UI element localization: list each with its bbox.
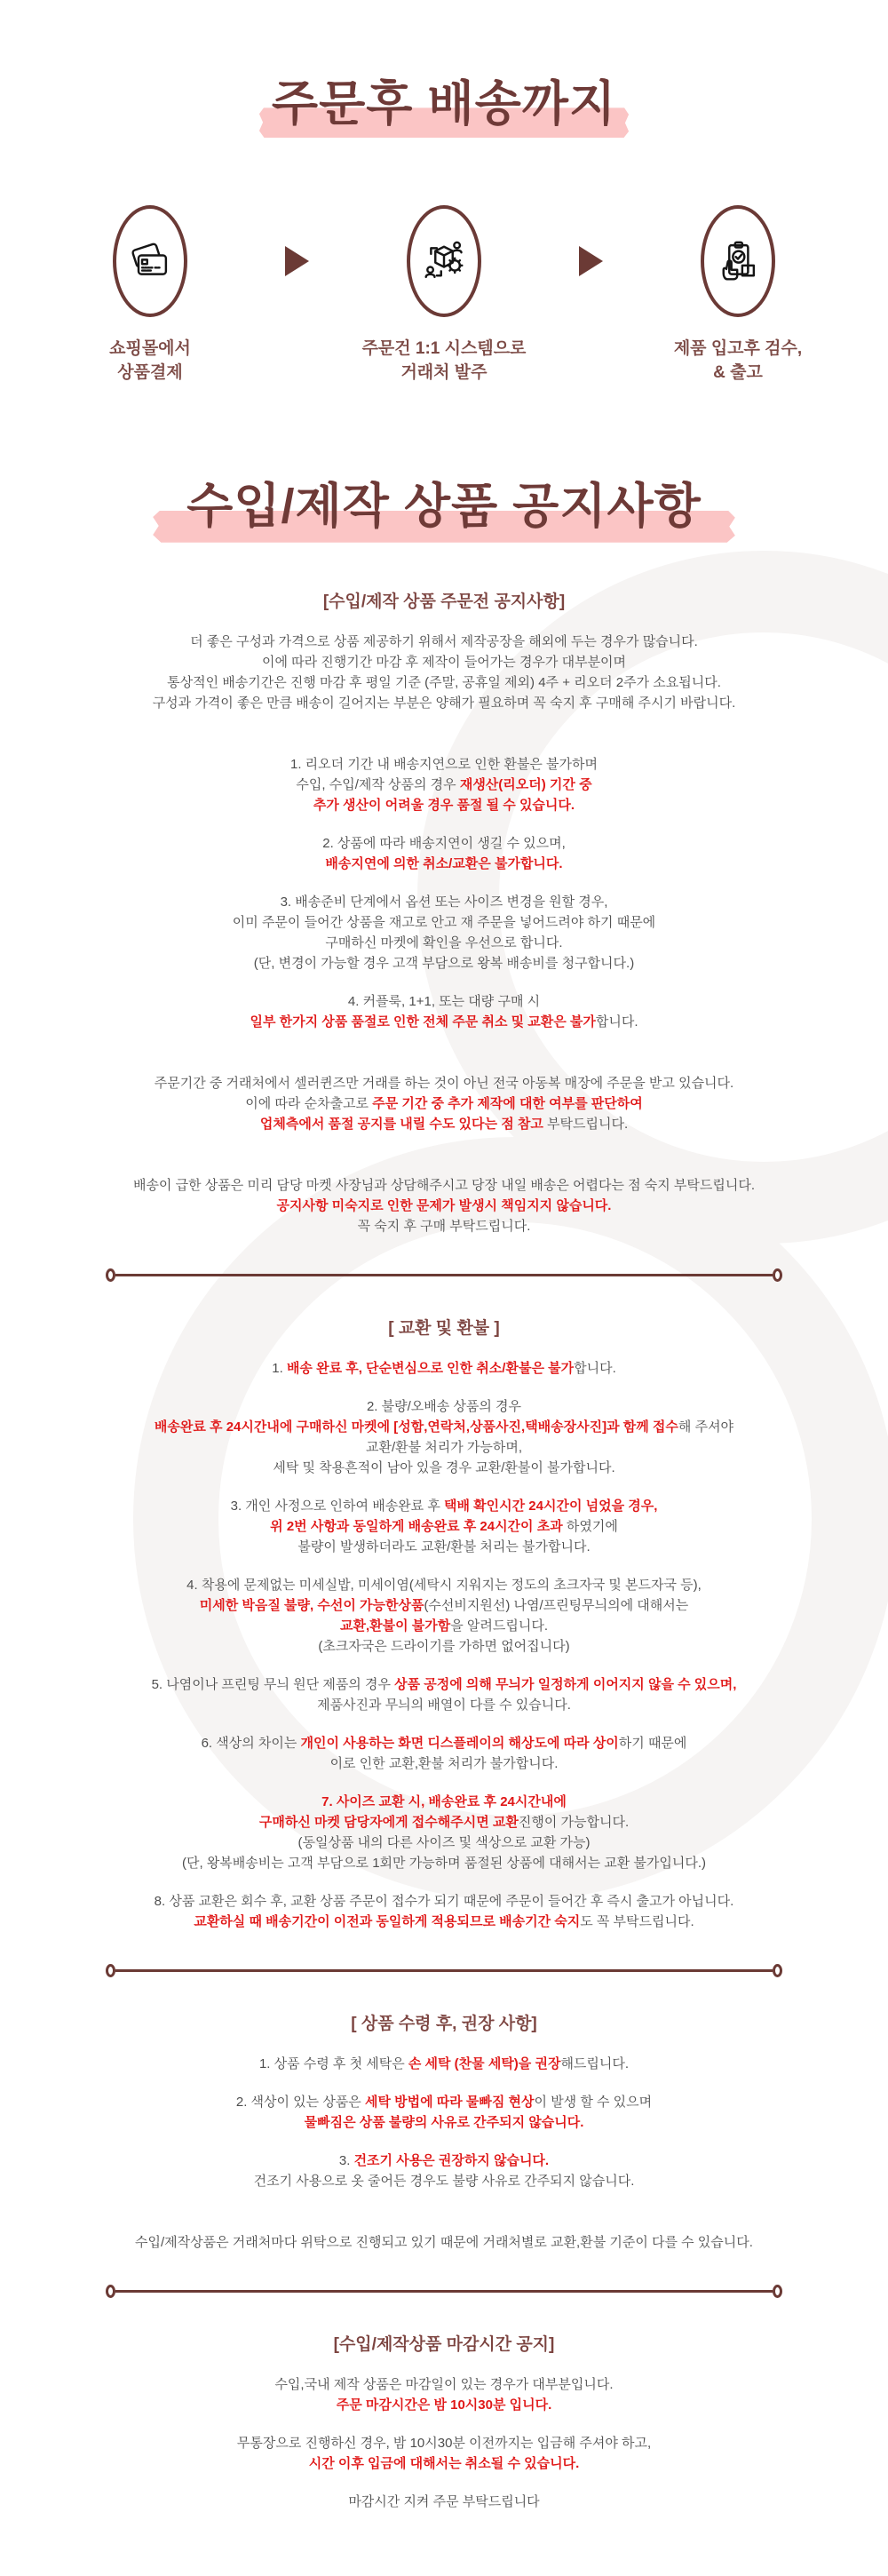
emphasis-text: 건조기 사용은 권장하지 않습니다.	[353, 2152, 550, 2168]
body-text: 구성과 가격이 좋은 만큼 배송이 길어지는 부분은 양해가 필요하며 꼭 숙지 후 구매해 주시기 바랍니다.	[152, 695, 736, 711]
body-text: 꼭 숙지 후 구매 부탁드립니다.	[357, 1218, 531, 1234]
emphasis-text: 주문 마감시간은 밤 10시30분 입니다.	[336, 2397, 552, 2413]
step-label-line: & 출고	[713, 363, 763, 383]
body-text: 하기 때문에	[618, 1735, 687, 1751]
body-text: 주문기간 중 거래처에서 셀러퀸즈만 거래를 하는 것이 아닌 전국 아동복 매장에 주문을 받고 있습니다.	[154, 1075, 734, 1091]
page-header	[0, 0, 888, 131]
text-line	[0, 2232, 888, 2253]
text-line	[0, 1853, 888, 1873]
section-heading: [ 교환 및 환불 ]	[388, 1318, 500, 1338]
body-text: 4. 착용에 문제없는 미세실밥, 미세이염(세탁시 지워지는 정도의 초크자국 및 본드자국 등),	[186, 1577, 702, 1593]
body-text: 4. 커플룩, 1+1, 또는 대량 구매 시	[347, 993, 541, 1009]
section-heading: [수입/제작상품 마감시간 공지]	[333, 2334, 555, 2354]
body-text: 3.	[338, 2152, 354, 2168]
emphasis-text: 택배 확인시간 24시간이 넘었을 경우,	[444, 1498, 658, 1514]
body-text: 1. 리오더 기간 내 배송지연으로 인한 환불은 불가하며	[290, 756, 598, 772]
text-line	[0, 2151, 888, 2171]
text-line	[0, 2092, 888, 2112]
text-line	[0, 2433, 888, 2453]
text-line	[0, 1595, 888, 1616]
text-line	[0, 1912, 888, 1932]
text-line	[0, 1833, 888, 1853]
emphasis-text: 상품 공정에 의해 무늬가 일정하게 이어지지 않을 수 있으며,	[394, 1676, 737, 1692]
body-text: (초크자국은 드라이기를 가하면 없어집니다)	[318, 1638, 570, 1654]
text-line	[0, 2374, 888, 2395]
body-text: (수선비지원선) 나염/프린팅무늬의에 대해서는	[424, 1597, 689, 1613]
text-line	[0, 1012, 888, 1032]
text-line	[0, 892, 888, 912]
text-line	[0, 1733, 888, 1753]
text-line	[0, 2054, 888, 2074]
page-title-text: 주문후 배송까지	[271, 77, 617, 131]
body-text: 세탁 및 착용흔적이 남아 있을 경우 교환/환불이 불가합니다.	[273, 1459, 615, 1475]
emphasis-text: 교환,환불이 불가함	[339, 1618, 451, 1634]
divider-ring-icon	[106, 1964, 115, 1977]
body-text: 마감시간 지켜 주문 부탁드립니다	[348, 2493, 540, 2509]
text-line	[0, 775, 888, 795]
emphasis-text: 물빠짐은 상품 불량의 사유로 간주되지 않습니다.	[304, 2114, 584, 2130]
notice-paragraph	[0, 1733, 888, 1774]
text-line	[0, 833, 888, 854]
body-text: 도 꼭 부탁드립니다.	[580, 1913, 694, 1929]
notice-paragraph	[0, 2054, 888, 2074]
text-line	[0, 854, 888, 874]
notice-paragraph	[0, 1358, 888, 1379]
notice-paragraph	[0, 632, 888, 713]
body-text: (동일상품 내의 다른 사이즈 및 색상으로 교환 가능)	[297, 1834, 591, 1850]
notice-paragraph	[0, 2092, 888, 2133]
text-line	[0, 1437, 888, 1458]
notice-paragraph	[0, 2492, 888, 2512]
notice-paragraph	[0, 2151, 888, 2191]
body-text: 이에 따라 진행기간 마감 후 제작이 들어가는 경우가 대부분이며	[261, 654, 627, 670]
process-step-order-system	[339, 205, 549, 385]
notice-paragraph	[0, 991, 888, 1032]
body-text: 3. 개인 사정으로 인하여 배송완료 후	[230, 1498, 444, 1514]
step-label	[362, 337, 527, 385]
notice-paragraph	[0, 2374, 888, 2415]
text-line	[0, 1093, 888, 1114]
divider-ring-icon	[106, 1268, 115, 1282]
emphasis-text: 시간 이후 입금에 대해서는 취소될 수 있습니다.	[308, 2455, 580, 2471]
body-text: 불량이 발생하더라도 교환/환불 처리는 불가합니다.	[297, 1538, 591, 1554]
body-text: 통상적인 배송기간은 진행 마감 후 평일 기준 (주말, 공휴일 제외) 4주 + 리오더 2주가 소요됩니다.	[167, 674, 721, 690]
body-text: 수입, 수입/제작 상품의 경우	[296, 776, 460, 792]
emphasis-text: 업체측에서 품절 공지를 내릴 수도 있다는 점 참고	[259, 1116, 543, 1132]
divider-line	[115, 2290, 773, 2293]
text-line	[0, 1114, 888, 1134]
process-step-payment	[45, 205, 255, 385]
body-text: 진행이 가능합니다.	[518, 1814, 630, 1830]
text-line	[0, 912, 888, 933]
body-text: 2. 상품에 따라 배송지연이 생길 수 있으며,	[322, 835, 566, 851]
body-text: 5. 나염이나 프린팅 무늬 원단 제품의 경우	[151, 1676, 395, 1692]
body-text: 이로 인한 교환,환불 처리가 불가합니다.	[329, 1755, 559, 1771]
divider-ring-icon	[773, 1268, 782, 1282]
emphasis-text: 세탁 방법에 따라 물빠짐 현상	[364, 2094, 535, 2110]
notice-paragraph	[0, 754, 888, 815]
text-line	[0, 1636, 888, 1657]
text-line	[0, 1358, 888, 1379]
text-line	[0, 1196, 888, 1216]
text-line	[0, 953, 888, 974]
text-line	[0, 1496, 888, 1516]
emphasis-text: 개인이 사용하는 화면 디스플레이의 해상도에 따라 상이	[300, 1735, 619, 1751]
body-text: 을 알려드립니다.	[450, 1618, 549, 1634]
arrow-right-icon	[579, 246, 603, 276]
text-line	[0, 2492, 888, 2512]
section-divider	[106, 1268, 782, 1282]
text-line	[0, 693, 888, 713]
notice-paragraph	[0, 1396, 888, 1478]
section-divider	[106, 1964, 782, 1977]
notice-paragraph	[0, 1792, 888, 1873]
credit-card-icon	[113, 205, 187, 317]
body-text: 배송이 급한 상품은 미리 담당 마켓 사장님과 상담해주시고 당장 내일 배송은 어렵다는 점 숙지 부탁드립니다.	[132, 1177, 756, 1193]
text-line	[0, 1216, 888, 1236]
notice-paragraph	[0, 892, 888, 974]
body-text: 1.	[272, 1360, 287, 1376]
section-heading: [ 상품 수령 후, 권장 사항]	[351, 2014, 537, 2033]
notice-paragraph	[0, 2433, 888, 2474]
body-text: 해드립니다.	[560, 2055, 630, 2071]
text-line	[0, 2112, 888, 2133]
notice-paragraph	[0, 1674, 888, 1715]
text-line	[0, 1175, 888, 1196]
body-text: 합니다.	[595, 1014, 638, 1030]
emphasis-text: 배송지연에 의한 취소/교환은 불가합니다.	[325, 855, 563, 871]
notice-title	[186, 481, 702, 533]
emphasis-text: 위 2번 사항과 동일하게 배송완료 후 24시간이 초과	[270, 1518, 563, 1534]
emphasis-text: 구매하신 마켓 담당자에게 접수해주시면 교환	[258, 1814, 519, 1830]
body-text: 8. 상품 교환은 회수 후, 교환 상품 주문이 접수가 되기 때문에 주문이 들어간 후 즉시 출고가 아닙니다.	[154, 1893, 734, 1909]
section-heading: [수입/제작 상품 주문전 공지사항]	[322, 592, 566, 611]
text-line	[0, 632, 888, 652]
emphasis-text: 일부 한가지 상품 품절로 인한 전체 주문 취소 및 교환은 불가	[250, 1014, 596, 1030]
text-line	[0, 2395, 888, 2415]
emphasis-text: 공지사항 미숙지로 인한 문제가 발생시 책임지지 않습니다.	[276, 1197, 612, 1213]
step-label	[109, 337, 191, 385]
body-text: 2. 불량/오배송 상품의 경우	[366, 1398, 522, 1414]
notice-paragraph	[0, 2232, 888, 2253]
body-text: 하였기에	[562, 1518, 618, 1534]
notice-paragraph	[0, 1073, 888, 1134]
text-line	[0, 1516, 888, 1537]
text-line	[0, 1792, 888, 1812]
text-line	[0, 1458, 888, 1478]
body-text: 제품사진과 무늬의 배열이 다를 수 있습니다.	[317, 1697, 571, 1713]
emphasis-text: 재생산(리오더) 기간 중	[459, 776, 592, 792]
divider-ring-icon	[106, 2285, 115, 2298]
arrow-right-icon	[285, 246, 309, 276]
notice-body	[0, 591, 888, 2512]
body-text: 1. 상품 수령 후 첫 세탁은	[258, 2055, 408, 2071]
text-line	[0, 1753, 888, 1774]
order-process-steps	[0, 205, 888, 385]
text-line	[0, 795, 888, 815]
text-line	[0, 1073, 888, 1093]
emphasis-text: 추가 생산이 어려울 경우 품절 될 수 있습니다.	[313, 797, 575, 813]
body-text: 수입,국내 제작 상품은 마감일이 있는 경우가 대부분입니다.	[274, 2376, 614, 2392]
body-text: 합니다.	[574, 1360, 616, 1376]
text-line	[0, 1891, 888, 1912]
notice-title-text: 수입/제작 상품 공지사항	[186, 480, 702, 534]
body-text: 3. 배송준비 단계에서 옵션 또는 사이즈 변경을 원할 경우,	[280, 894, 608, 910]
step-label-line: 거래처 발주	[400, 363, 488, 383]
step-label-line: 쇼핑몰에서	[109, 339, 191, 359]
text-line	[0, 1396, 888, 1417]
text-line	[0, 1537, 888, 1557]
emphasis-text: 교환하실 때 배송기간이 이전과 동일하게 적용되므로 배송기간 숙지	[194, 1913, 581, 1929]
divider-ring-icon	[773, 1964, 782, 1977]
emphasis-text: 배송완료 후 24시간내에 구매하신 마켓에 [성함,연락처,상품사진,택배송장사진]과 함께 접수	[154, 1419, 678, 1435]
notice-paragraph	[0, 1175, 888, 1236]
divider-line	[115, 1274, 773, 1276]
body-text: 해 주셔야	[678, 1419, 734, 1435]
notice-paragraph	[0, 1575, 888, 1657]
body-text: 더 좋은 구성과 가격으로 상품 제공하기 위해서 제작공장을 해외에 두는 경우가 많습니다.	[190, 633, 698, 649]
body-text: (단, 변경이 가능할 경우 고객 부담으로 왕복 배송비를 청구합니다.)	[253, 955, 635, 971]
emphasis-text: 7. 사이즈 교환 시, 배송완료 후 24시간내에	[321, 1793, 567, 1809]
process-step-inspection	[633, 205, 843, 385]
text-line	[0, 1616, 888, 1636]
text-line	[0, 652, 888, 672]
text-line	[0, 1417, 888, 1437]
body-text: 이 발생 할 수 있으며	[534, 2094, 653, 2110]
body-text: 교환/환불 처리가 가능하며,	[365, 1439, 523, 1455]
text-line	[0, 2453, 888, 2474]
body-text: 이미 주문이 들어간 상품을 재고로 안고 재 주문을 넣어드려야 하기 때문에	[232, 914, 656, 930]
text-line	[0, 2171, 888, 2191]
order-system-icon	[407, 205, 481, 317]
text-line	[0, 1812, 888, 1833]
notice-paragraph	[0, 1891, 888, 1932]
body-text: 구매하신 마켓에 확인을 우선으로 합니다.	[325, 934, 563, 950]
page-title	[272, 78, 616, 131]
emphasis-text: 배송 완료 후, 단순변심으로 인한 취소/환불은 불가	[286, 1360, 575, 1376]
step-label-line: 주문건 1:1 시스템으로	[361, 339, 527, 359]
notice-paragraph	[0, 833, 888, 874]
step-label-line: 상품결제	[117, 363, 183, 383]
divider-line	[115, 1969, 773, 1972]
body-text: 무통장으로 진행하신 경우, 밤 10시30분 이전까지는 입금해 주셔야 하고,	[236, 2435, 652, 2451]
body-text: 수입/제작상품은 거래처마다 위탁으로 진행되고 있기 때문에 거래처별로 교환,환불 기준이 다를 수 있습니다.	[135, 2234, 753, 2250]
inspection-shipping-icon	[701, 205, 775, 317]
step-label	[674, 337, 802, 385]
text-line	[0, 1674, 888, 1695]
body-text: 2. 색상이 있는 상품은	[235, 2094, 365, 2110]
emphasis-text: 미세한 박음질 불량, 수선이 가능한상품	[199, 1597, 424, 1613]
notice-section-header	[0, 481, 888, 533]
text-line	[0, 672, 888, 693]
body-text: 건조기 사용으로 옷 줄어든 경우도 불량 사유로 간주되지 않습니다.	[253, 2173, 635, 2189]
text-line	[0, 933, 888, 953]
text-line	[0, 1695, 888, 1715]
body-text: 부탁드립니다.	[543, 1116, 629, 1132]
divider-ring-icon	[773, 2285, 782, 2298]
section-divider	[106, 2285, 782, 2298]
emphasis-text: 주문 기간 중 추가 제작에 대한 여부를 판단하여	[372, 1095, 643, 1111]
text-line	[0, 1575, 888, 1595]
text-line	[0, 754, 888, 775]
notice-paragraph	[0, 1496, 888, 1557]
text-line	[0, 991, 888, 1012]
step-label-line: 제품 입고후 검수,	[673, 339, 803, 359]
body-text: 이에 따라 순차출고로	[245, 1095, 373, 1111]
emphasis-text: 손 세탁 (찬물 세탁)을 권장	[408, 2055, 561, 2071]
body-text: (단, 왕복배송비는 고객 부담으로 1회만 가능하며 품절된 상품에 대해서는 교환 불가입니다.)	[182, 1855, 706, 1871]
body-text: 6. 색상의 차이는	[201, 1735, 301, 1751]
